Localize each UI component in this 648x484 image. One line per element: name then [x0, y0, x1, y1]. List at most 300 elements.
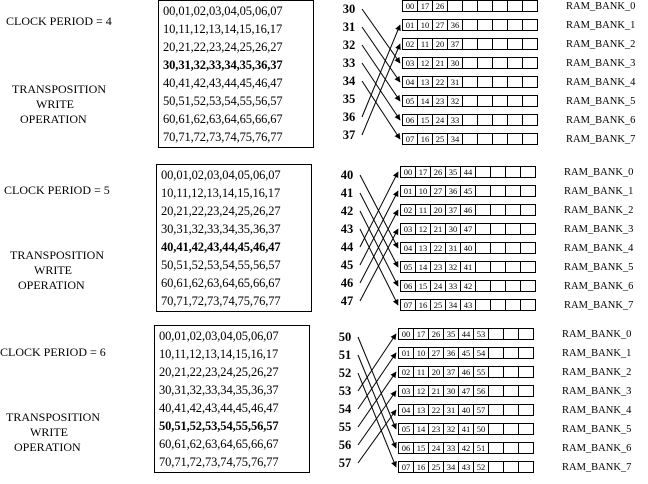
matrix-row: 60,61,62,63,64,65,66,67: [159, 437, 279, 451]
ram-bank-name: RAM_BANK_7: [562, 462, 632, 473]
ram-bank-cell: 34: [443, 461, 459, 473]
ram-bank-cell: [518, 442, 534, 454]
input-column: [332, 328, 358, 472]
ram-bank-cell: [447, 0, 463, 12]
ram-bank-cell: 00: [398, 328, 414, 340]
ram-bank-cell: 31: [447, 76, 463, 88]
ram-bank-cell: 14: [415, 261, 431, 273]
ram-bank-name: RAM_BANK_2: [564, 205, 634, 216]
ram-bank-cell: 24: [428, 442, 444, 454]
input-column: [336, 0, 362, 144]
ram-bank-cells: [398, 423, 533, 435]
ram-bank-cell: 07: [398, 461, 414, 473]
ram-bank-cell: 10: [415, 185, 431, 197]
ram-bank-cell: 11: [413, 366, 429, 378]
clock-period-label: CLOCK PERIOD = 6: [0, 345, 106, 359]
ram-bank-cell: [492, 19, 508, 31]
ram-bank-cell: [492, 133, 508, 145]
ram-bank-cell: 00: [402, 0, 418, 12]
input-value: 50: [338, 330, 352, 344]
ram-bank-cell: [505, 185, 521, 197]
input-value: 53: [338, 384, 352, 398]
matrix-row: 60,61,62,63,64,65,66,67: [163, 112, 283, 126]
matrix-row: 40,41,42,43,44,45,46,47: [161, 240, 281, 254]
ram-bank-cell: 25: [428, 461, 444, 473]
ram-bank-cell: 41: [458, 423, 474, 435]
input-value: 43: [340, 222, 354, 236]
ram-bank-cell: [507, 57, 523, 69]
ram-bank-cell: 14: [413, 423, 429, 435]
operation-label-line: OPERATION: [14, 440, 81, 454]
ram-bank-name: RAM_BANK_0: [564, 167, 634, 178]
ram-bank-cell: 41: [460, 261, 476, 273]
ram-bank-name: RAM_BANK_7: [566, 134, 636, 145]
ram-bank-cell: [520, 204, 536, 216]
matrix-row: 30,31,32,33,34,35,36,37: [159, 383, 279, 397]
routing-arrow: [362, 81, 400, 139]
ram-bank-cells: [402, 57, 537, 69]
ram-bank-cells: [402, 19, 537, 31]
ram-bank-cell: 05: [402, 95, 418, 107]
ram-bank-cell: [520, 242, 536, 254]
ram-bank-cell: [505, 299, 521, 311]
input-value: 51: [338, 348, 352, 362]
ram-bank-cell: 46: [458, 366, 474, 378]
ram-bank-name: RAM_BANK_3: [564, 224, 634, 235]
ram-bank-cell: 16: [415, 299, 431, 311]
ram-bank-cell: [477, 57, 493, 69]
input-value: 46: [340, 276, 354, 290]
ram-bank-cell: [475, 223, 491, 235]
routing-arrow: [360, 191, 398, 265]
ram-bank-name: RAM_BANK_5: [562, 424, 632, 435]
ram-bank-cell: 33: [447, 114, 463, 126]
ram-bank-cell: 03: [398, 385, 414, 397]
input-value: 57: [338, 456, 352, 470]
ram-bank-cell: 33: [443, 442, 459, 454]
matrix-row: 30,31,32,33,34,35,36,37: [161, 222, 281, 236]
ram-bank-cell: 35: [445, 166, 461, 178]
ram-bank-cell: [488, 442, 504, 454]
ram-bank-cell: [503, 461, 519, 473]
ram-bank-cell: [503, 442, 519, 454]
ram-bank-name: RAM_BANK_0: [562, 329, 632, 340]
ram-bank-cell: 21: [430, 223, 446, 235]
ram-bank-cells: [400, 299, 535, 311]
ram-bank-cell: [475, 166, 491, 178]
matrix-row: 10,11,12,13,14,15,16,17: [159, 347, 279, 361]
routing-arrow: [358, 353, 396, 409]
ram-bank-cell: [488, 461, 504, 473]
ram-bank-cell: 42: [460, 280, 476, 292]
ram-bank-cell: 17: [415, 166, 431, 178]
ram-bank-cell: [488, 328, 504, 340]
ram-bank-cell: 44: [460, 166, 476, 178]
ram-bank-cell: 01: [400, 185, 416, 197]
ram-bank-cell: 22: [432, 76, 448, 88]
ram-bank-cells: [398, 366, 533, 378]
ram-bank-cell: 42: [458, 442, 474, 454]
matrix-row: 10,11,12,13,14,15,16,17: [161, 186, 281, 200]
ram-bank-cell: [477, 114, 493, 126]
ram-bank-cell: [475, 204, 491, 216]
ram-bank-cell: 01: [402, 19, 418, 31]
ram-bank-cells: [398, 328, 533, 340]
ram-bank-cell: 21: [432, 57, 448, 69]
matrix-row: 20,21,22,23,24,25,26,27: [161, 204, 281, 218]
ram-bank-cell: [477, 0, 493, 12]
routing-arrow: [362, 9, 400, 63]
ram-bank-cells: [400, 280, 535, 292]
routing-arrow: [362, 63, 400, 120]
ram-bank-cell: 33: [445, 280, 461, 292]
ram-bank-cells: [400, 223, 535, 235]
ram-bank-cell: 31: [443, 404, 459, 416]
ram-bank-cells: [398, 461, 533, 473]
ram-bank-cell: [462, 133, 478, 145]
ram-bank-cell: 20: [432, 38, 448, 50]
ram-bank-name: RAM_BANK_4: [564, 243, 634, 254]
input-value: 37: [342, 128, 356, 142]
ram-bank-cell: [492, 38, 508, 50]
ram-bank-cell: [522, 114, 538, 126]
ram-bank-cell: 30: [445, 223, 461, 235]
matrix-row: 40,41,42,43,44,45,46,47: [159, 401, 279, 415]
ram-bank-cell: [475, 261, 491, 273]
ram-bank-cell: [492, 114, 508, 126]
ram-bank-cell: 11: [415, 204, 431, 216]
ram-bank-cell: 04: [398, 404, 414, 416]
routing-arrow: [360, 211, 398, 286]
ram-bank-name: RAM_BANK_1: [564, 186, 634, 197]
ram-bank-name: RAM_BANK_4: [566, 77, 636, 88]
ram-bank-cell: [518, 404, 534, 416]
operation-label-line: WRITE: [34, 263, 72, 277]
ram-bank-cell: [505, 242, 521, 254]
ram-bank-name: RAM_BANK_1: [562, 348, 632, 359]
ram-bank-cell: 14: [417, 95, 433, 107]
ram-bank-cells: [400, 185, 535, 197]
input-value: 41: [340, 186, 354, 200]
ram-bank-cell: [477, 19, 493, 31]
ram-bank-cell: 13: [417, 76, 433, 88]
ram-bank-name: RAM_BANK_3: [562, 386, 632, 397]
ram-bank-cell: [462, 114, 478, 126]
ram-bank-cell: [520, 185, 536, 197]
ram-bank-name: RAM_BANK_5: [564, 262, 634, 273]
ram-bank-cell: 27: [432, 19, 448, 31]
input-value: 55: [338, 420, 352, 434]
ram-bank-cell: [477, 95, 493, 107]
ram-bank-cell: 20: [430, 204, 446, 216]
ram-bank-cell: 26: [428, 328, 444, 340]
input-value: 36: [342, 110, 356, 124]
ram-bank-cell: 22: [430, 242, 446, 254]
ram-bank-cell: [462, 38, 478, 50]
ram-bank-cell: [490, 242, 506, 254]
ram-bank-cell: [503, 385, 519, 397]
ram-bank-cell: [520, 166, 536, 178]
ram-bank-cell: [522, 57, 538, 69]
ram-bank-cells: [398, 385, 533, 397]
routing-arrow: [360, 229, 398, 305]
ram-bank-cell: 37: [445, 204, 461, 216]
ram-bank-cell: [520, 299, 536, 311]
ram-bank-cell: [522, 19, 538, 31]
matrix-row: 70,71,72,73,74,75,76,77: [161, 294, 281, 308]
ram-bank-cell: 16: [413, 461, 429, 473]
ram-bank-cell: [488, 347, 504, 359]
ram-bank-cell: [492, 57, 508, 69]
input-value: 52: [338, 366, 352, 380]
matrix-row: 20,21,22,23,24,25,26,27: [163, 40, 283, 54]
ram-bank-cell: [505, 223, 521, 235]
ram-bank-cell: [490, 204, 506, 216]
ram-bank-name: RAM_BANK_4: [562, 405, 632, 416]
ram-bank-cell: 35: [443, 328, 459, 340]
ram-bank-cells: [402, 133, 537, 145]
ram-bank-cell: 37: [447, 38, 463, 50]
input-value: 31: [342, 20, 356, 34]
ram-bank-cell: 45: [460, 185, 476, 197]
ram-bank-cell: [462, 19, 478, 31]
ram-bank-cell: 32: [445, 261, 461, 273]
matrix-row: 30,31,32,33,34,35,36,37: [163, 58, 283, 72]
clock-period-label: CLOCK PERIOD = 4: [6, 14, 112, 28]
ram-bank-cell: 47: [458, 385, 474, 397]
ram-bank-cell: 52: [473, 461, 489, 473]
ram-bank-cell: [520, 261, 536, 273]
ram-bank-cell: 36: [447, 19, 463, 31]
ram-bank-cell: [477, 133, 493, 145]
ram-bank-cell: [505, 261, 521, 273]
ram-bank-cell: [507, 0, 523, 12]
ram-bank-cell: [462, 76, 478, 88]
input-value: 30: [342, 2, 356, 16]
ram-bank-cell: [522, 95, 538, 107]
input-value: 33: [342, 56, 356, 70]
ram-bank-cell: [492, 0, 508, 12]
operation-label-line: TRANSPOSITION: [12, 82, 107, 96]
input-column: [334, 166, 360, 310]
ram-bank-cell: [490, 280, 506, 292]
ram-bank-cell: 17: [417, 0, 433, 12]
routing-arrow: [360, 175, 398, 248]
ram-bank-cell: [522, 76, 538, 88]
ram-bank-cell: 51: [473, 442, 489, 454]
ram-bank-cell: [490, 261, 506, 273]
ram-bank-cell: 34: [445, 299, 461, 311]
ram-bank-cell: [522, 0, 538, 12]
ram-bank-cell: 11: [417, 38, 433, 50]
ram-bank-cell: 07: [402, 133, 418, 145]
matrix-row: 10,11,12,13,14,15,16,17: [163, 22, 283, 36]
ram-bank-cell: 04: [400, 242, 416, 254]
ram-bank-cell: 23: [432, 95, 448, 107]
ram-bank-cell: 13: [415, 242, 431, 254]
ram-bank-cell: 12: [417, 57, 433, 69]
ram-bank-cell: [505, 204, 521, 216]
ram-bank-cell: 54: [473, 347, 489, 359]
ram-bank-cell: [518, 328, 534, 340]
routing-arrow: [358, 410, 396, 463]
routing-arrow: [358, 372, 396, 427]
ram-bank-cell: [488, 385, 504, 397]
ram-bank-cell: 00: [400, 166, 416, 178]
input-value: 32: [342, 38, 356, 52]
ram-bank-cell: 05: [398, 423, 414, 435]
clock-period-label: CLOCK PERIOD = 5: [4, 183, 110, 197]
ram-bank-cells: [400, 242, 535, 254]
ram-bank-cell: [475, 280, 491, 292]
matrix-row: 70,71,72,73,74,75,76,77: [159, 455, 279, 469]
input-value: 34: [342, 74, 356, 88]
ram-bank-cell: [520, 223, 536, 235]
matrix-row: 50,51,52,53,54,55,56,57: [163, 94, 283, 108]
ram-bank-cells: [400, 261, 535, 273]
ram-bank-cell: 25: [430, 299, 446, 311]
routing-arrow: [358, 373, 396, 467]
ram-bank-cell: 43: [458, 461, 474, 473]
ram-bank-cells: [402, 114, 537, 126]
ram-bank-cell: [507, 19, 523, 31]
routing-arrow: [360, 210, 398, 283]
ram-bank-cell: 02: [402, 38, 418, 50]
ram-bank-cell: 23: [428, 423, 444, 435]
ram-bank-name: RAM_BANK_6: [564, 281, 634, 292]
ram-bank-cell: 53: [473, 328, 489, 340]
matrix-row: 50,51,52,53,54,55,56,57: [161, 258, 281, 272]
ram-bank-cell: [522, 133, 538, 145]
ram-bank-cell: 05: [400, 261, 416, 273]
ram-bank-cell: 15: [417, 114, 433, 126]
ram-bank-cells: [402, 0, 537, 12]
ram-bank-cell: 02: [400, 204, 416, 216]
ram-bank-cell: [492, 76, 508, 88]
ram-bank-cell: [490, 299, 506, 311]
ram-bank-cells: [398, 404, 533, 416]
ram-bank-cell: 12: [413, 385, 429, 397]
ram-bank-cell: [462, 95, 478, 107]
ram-bank-cell: 12: [415, 223, 431, 235]
ram-bank-cell: 36: [445, 185, 461, 197]
matrix-row: 40,41,42,43,44,45,46,47: [163, 76, 283, 90]
ram-bank-cell: 04: [402, 76, 418, 88]
ram-bank-cell: 06: [400, 280, 416, 292]
ram-bank-cell: 03: [402, 57, 418, 69]
ram-bank-cell: 57: [473, 404, 489, 416]
ram-bank-cell: 34: [447, 133, 463, 145]
ram-bank-cells: [402, 76, 537, 88]
ram-bank-cell: 10: [413, 347, 429, 359]
operation-label-line: WRITE: [30, 425, 68, 439]
ram-bank-cell: [507, 133, 523, 145]
ram-bank-cell: 10: [417, 19, 433, 31]
ram-bank-cell: 55: [473, 366, 489, 378]
ram-bank-cell: 25: [432, 133, 448, 145]
input-value: 42: [340, 204, 354, 218]
operation-label-line: OPERATION: [20, 112, 87, 126]
ram-bank-cell: 44: [458, 328, 474, 340]
ram-bank-cell: 15: [413, 442, 429, 454]
ram-bank-cell: 20: [428, 366, 444, 378]
operation-label-line: WRITE: [36, 97, 74, 111]
ram-bank-cell: 06: [398, 442, 414, 454]
routing-arrow: [362, 44, 400, 135]
ram-bank-name: RAM_BANK_3: [566, 58, 636, 69]
ram-bank-name: RAM_BANK_2: [566, 39, 636, 50]
input-value: 35: [342, 92, 356, 106]
ram-bank-cell: [488, 366, 504, 378]
ram-bank-cell: 50: [473, 423, 489, 435]
ram-bank-cell: 13: [413, 404, 429, 416]
ram-bank-cell: 17: [413, 328, 429, 340]
ram-bank-cell: 21: [428, 385, 444, 397]
ram-bank-name: RAM_BANK_5: [566, 96, 636, 107]
ram-bank-cell: 27: [428, 347, 444, 359]
matrix-row: 00,01,02,03,04,05,06,07: [163, 4, 283, 18]
ram-bank-cell: [518, 366, 534, 378]
ram-bank-cells: [398, 442, 533, 454]
ram-bank-cell: [505, 280, 521, 292]
ram-bank-cell: 30: [447, 57, 463, 69]
routing-arrow: [360, 193, 398, 267]
ram-bank-name: RAM_BANK_1: [566, 20, 636, 31]
ram-bank-cell: 06: [402, 114, 418, 126]
ram-bank-cell: [503, 423, 519, 435]
ram-bank-name: RAM_BANK_6: [566, 115, 636, 126]
ram-bank-cell: 24: [432, 114, 448, 126]
ram-bank-cell: 22: [428, 404, 444, 416]
ram-bank-cell: [503, 366, 519, 378]
ram-bank-cell: [518, 385, 534, 397]
ram-bank-cell: 56: [473, 385, 489, 397]
routing-arrow: [360, 229, 398, 301]
ram-bank-cell: [503, 328, 519, 340]
ram-bank-cell: 46: [460, 204, 476, 216]
ram-bank-name: RAM_BANK_2: [562, 367, 632, 378]
ram-bank-cell: [518, 423, 534, 435]
data-matrix: [154, 325, 310, 473]
matrix-row: 00,01,02,03,04,05,06,07: [161, 168, 281, 182]
ram-bank-cells: [400, 204, 535, 216]
ram-bank-cell: [490, 185, 506, 197]
routing-arrow: [358, 337, 396, 429]
data-matrix: [156, 164, 312, 312]
ram-bank-cell: [488, 423, 504, 435]
ram-bank-cell: [490, 223, 506, 235]
ram-bank-cell: 07: [400, 299, 416, 311]
ram-bank-cells: [398, 347, 533, 359]
input-value: 45: [340, 258, 354, 272]
ram-bank-cell: 36: [443, 347, 459, 359]
ram-bank-cell: 23: [430, 261, 446, 273]
routing-arrow: [358, 355, 396, 448]
matrix-row: 00,01,02,03,04,05,06,07: [159, 329, 279, 343]
ram-bank-cell: [507, 114, 523, 126]
ram-bank-cell: [462, 0, 478, 12]
ram-bank-cell: 47: [460, 223, 476, 235]
ram-bank-cell: [518, 461, 534, 473]
ram-bank-cell: 31: [445, 242, 461, 254]
ram-bank-name: RAM_BANK_7: [564, 300, 634, 311]
matrix-row: 50,51,52,53,54,55,56,57: [159, 419, 279, 433]
ram-bank-cell: [475, 185, 491, 197]
operation-label-line: TRANSPOSITION: [6, 410, 101, 424]
ram-bank-cell: [507, 38, 523, 50]
ram-bank-cell: 15: [415, 280, 431, 292]
ram-bank-cell: [477, 38, 493, 50]
